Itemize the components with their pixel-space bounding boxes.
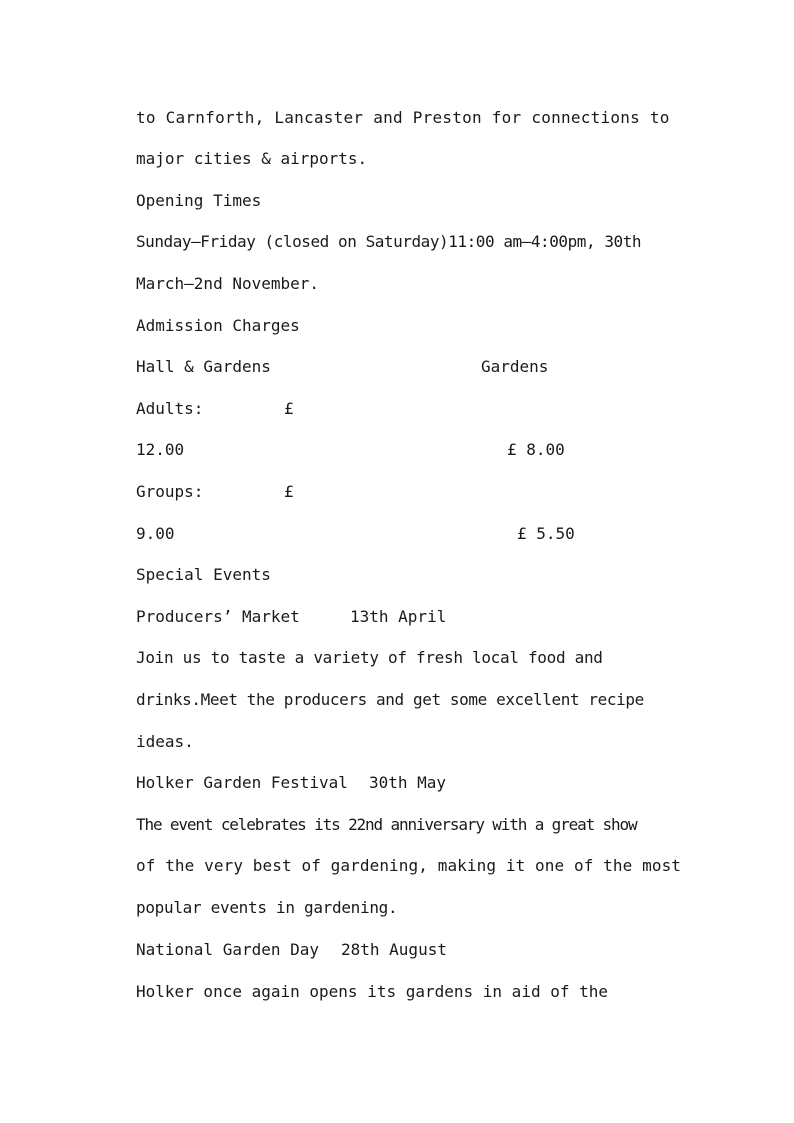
adults-currency: £ [284, 399, 294, 418]
text-line-producers-desc-3: ideas. [136, 732, 194, 751]
heading-admission-charges: Admission Charges [136, 316, 300, 335]
adults-hall-price: 12.00 [136, 440, 185, 459]
heading-opening-times: Opening Times [136, 191, 262, 210]
text-line-transport: to Carnforth, Lancaster and Preston for connections to [136, 108, 670, 127]
adults-label: Adults: [136, 399, 204, 418]
groups-currency: £ [284, 482, 294, 501]
heading-special-events: Special Events [136, 565, 271, 584]
adults-gardens-price: £ 8.00 [507, 440, 565, 459]
groups-hall-price: 9.00 [136, 524, 175, 543]
text-line-cities: major cities & airports. [136, 149, 368, 168]
event-producers-date: 13th April [350, 607, 447, 626]
event-garden-day-name: National Garden Day [136, 940, 320, 959]
text-line-festival-desc-1: The event celebrates its 22nd anniversary with a great show [136, 815, 637, 834]
groups-gardens-price: £ 5.50 [517, 524, 575, 543]
groups-label: Groups: [136, 482, 204, 501]
event-garden-day-date: 28th August [341, 940, 447, 959]
event-producers-name: Producers’ Market [136, 607, 300, 626]
text-line-garden-day-desc: Holker once again opens its gardens in aid of the [136, 982, 609, 1001]
charges-header-hall-gardens: Hall & Gardens [136, 357, 271, 376]
event-festival-date: 30th May [369, 773, 447, 792]
text-line-producers-desc-2: drinks.Meet the producers and get some excellent recipe [136, 690, 644, 709]
text-line-festival-desc-2: of the very best of gardening, making it one of the most [136, 856, 682, 875]
text-line-festival-desc-3: popular events in gardening. [136, 898, 398, 917]
event-festival-name: Holker Garden Festival [136, 773, 348, 792]
charges-header-gardens: Gardens [481, 357, 549, 376]
text-line-opening-days: Sunday—Friday (closed on Saturday)11:00 am—4:00pm, 30th [136, 232, 642, 251]
text-line-opening-period: March—2nd November. [136, 274, 320, 293]
text-line-producers-desc-1: Join us to taste a variety of fresh local food and [136, 648, 603, 667]
